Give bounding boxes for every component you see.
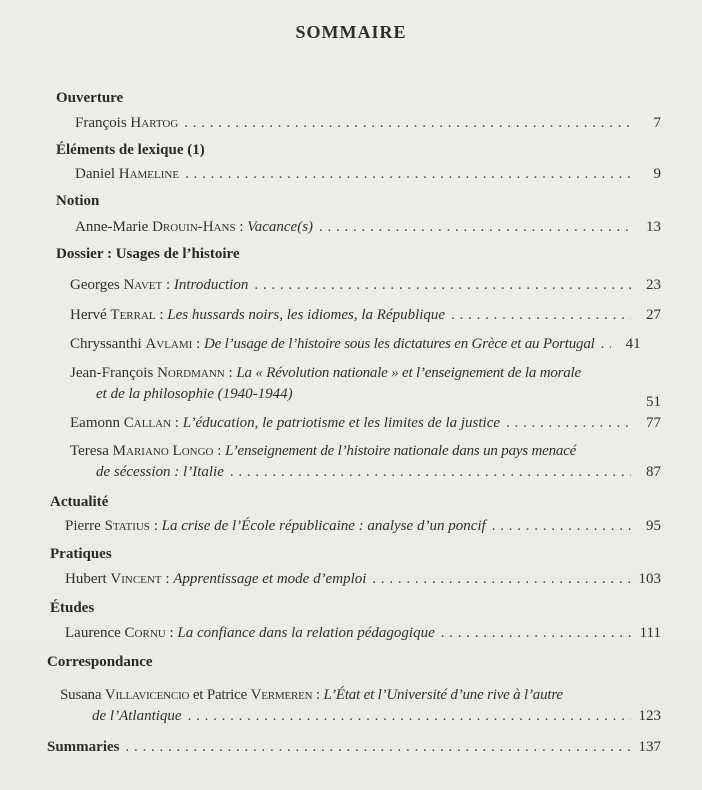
work-title: L’éducation, le patriotisme et les limites de la justice	[182, 415, 501, 431]
dot-leader	[126, 738, 632, 757]
work-title: De l’usage de l’histoire sous les dictatures en Grèce et au Portugal	[203, 336, 595, 352]
section-heading-correspondance: Correspondance	[47, 654, 153, 670]
author-last: Villavicencio	[104, 687, 190, 703]
toc-entry-vincent[interactable]	[65, 570, 661, 589]
author-first: Jean-François	[70, 365, 154, 381]
dot-leader	[441, 624, 631, 643]
separator: :	[213, 443, 226, 459]
dot-leader	[601, 335, 611, 354]
work-title: La « Révolution nationale » et l’enseignement de la morale	[236, 365, 581, 381]
work-title: L’État et l’Université d’une rive à l’autre	[323, 687, 563, 703]
page-number: 13	[646, 219, 661, 235]
work-title: Introduction	[173, 277, 249, 293]
section-heading-dossier: Dossier : Usages de l’histoire	[56, 246, 240, 262]
author-first: Pierre	[65, 518, 101, 534]
separator: :	[171, 415, 183, 431]
separator: :	[192, 336, 204, 352]
author-first: Hubert	[65, 571, 107, 587]
page-number: 23	[646, 277, 661, 293]
author-first: Georges	[70, 277, 120, 293]
page-number: 95	[646, 518, 661, 534]
summaries-heading: Summaries	[47, 739, 120, 755]
author-last: Navet	[123, 277, 163, 293]
dot-leader	[230, 463, 631, 482]
page-number: 7	[653, 115, 661, 131]
toc-entry-hameline[interactable]	[75, 165, 661, 184]
dot-leader	[184, 114, 631, 133]
work-title-continued: et de la philosophie (1940-1944)	[96, 386, 293, 402]
author-last: Hartog	[130, 115, 179, 131]
dot-leader	[451, 306, 631, 325]
author-first: Susana	[60, 687, 102, 703]
conjunction: et	[189, 687, 207, 703]
dot-leader	[492, 517, 631, 536]
page-number: 51	[646, 394, 661, 410]
separator: :	[235, 219, 248, 235]
page-number: 123	[638, 708, 661, 724]
toc-entry-drouin-hans[interactable]	[75, 218, 661, 237]
toc-entry-cornu[interactable]	[65, 624, 661, 643]
page-title: SOMMAIRE	[295, 22, 407, 42]
dot-leader	[319, 218, 631, 237]
work-title: La crise de l’École républicaine : analyse d’un poncif	[161, 518, 486, 534]
section-heading-actualite: Actualité	[50, 494, 109, 510]
author-last: Vincent	[110, 571, 162, 587]
author2-last: Vermeren	[250, 687, 313, 703]
author-first: Chryssanthi	[70, 336, 142, 352]
author-last: Nordmann	[157, 365, 225, 381]
author-first: Anne-Marie	[75, 219, 149, 235]
author-first: Teresa	[70, 443, 109, 459]
author-first: Laurence	[65, 625, 121, 641]
author-first: François	[75, 115, 127, 131]
toc-entry-hartog[interactable]	[75, 114, 661, 133]
page-number: 9	[653, 166, 661, 182]
author-last: Drouin-Hans	[152, 219, 236, 235]
page-number: 111	[639, 625, 661, 641]
dot-leader	[254, 276, 631, 295]
page-number: 103	[638, 571, 661, 587]
toc-entry-terral[interactable]	[70, 306, 661, 325]
page-number: 41	[625, 336, 641, 352]
separator: :	[312, 687, 324, 703]
section-heading-ouverture: Ouverture	[56, 90, 124, 106]
section-heading-etudes: Études	[50, 600, 95, 616]
author-last: Terral	[110, 307, 156, 323]
author-first: Eamonn	[70, 415, 120, 431]
separator: :	[149, 518, 162, 534]
separator: :	[165, 625, 178, 641]
work-title: La confiance dans la relation pédagogique	[177, 625, 435, 641]
toc-entry-mariano-longo[interactable]	[70, 442, 661, 482]
page-number: 137	[638, 739, 661, 755]
work-title-continued: de l’Atlantique	[92, 708, 182, 724]
author-last: Callan	[123, 415, 172, 431]
toc-entry-summaries[interactable]	[47, 738, 661, 757]
work-title: L’enseignement de l’histoire nationale dans un pays menacé	[225, 443, 577, 459]
author-last: Cornu	[124, 625, 166, 641]
separator: :	[161, 571, 174, 587]
page-number: 27	[646, 307, 661, 323]
author-last: Mariano Longo	[112, 443, 214, 459]
dot-leader	[185, 165, 631, 184]
dot-leader	[372, 570, 631, 589]
toc-entry-navet[interactable]	[70, 276, 661, 295]
author-last: Avlami	[145, 336, 193, 352]
toc-entry-villavicencio-vermeren[interactable]	[60, 686, 661, 726]
dot-leader	[188, 707, 631, 726]
author-last: Hameline	[118, 166, 180, 182]
separator: :	[224, 365, 237, 381]
toc-entry-nordmann[interactable]	[70, 364, 661, 410]
separator: :	[155, 307, 168, 323]
work-title: Apprentissage et mode d’emploi	[173, 571, 367, 587]
section-heading-pratiques: Pratiques	[50, 546, 112, 562]
toc-entry-callan[interactable]	[70, 414, 661, 433]
work-title-continued: de sécession : l’Italie	[96, 464, 224, 480]
toc-entry-statius[interactable]	[65, 517, 661, 536]
author2-first: Patrice	[206, 687, 248, 703]
section-heading-notion: Notion	[56, 193, 100, 209]
work-title: Les hussards noirs, les idiomes, la République	[167, 307, 446, 323]
separator: :	[162, 277, 174, 293]
author-first: Daniel	[75, 166, 115, 182]
toc-entry-avlami[interactable]	[70, 335, 661, 354]
page-number: 77	[646, 415, 661, 431]
work-title: Vacance(s)	[247, 219, 314, 235]
dot-leader	[506, 414, 631, 433]
author-last: Statius	[104, 518, 150, 534]
author-first: Hervé	[70, 307, 107, 323]
page-number: 87	[646, 464, 661, 480]
section-heading-lexique: Éléments de lexique (1)	[56, 142, 205, 158]
